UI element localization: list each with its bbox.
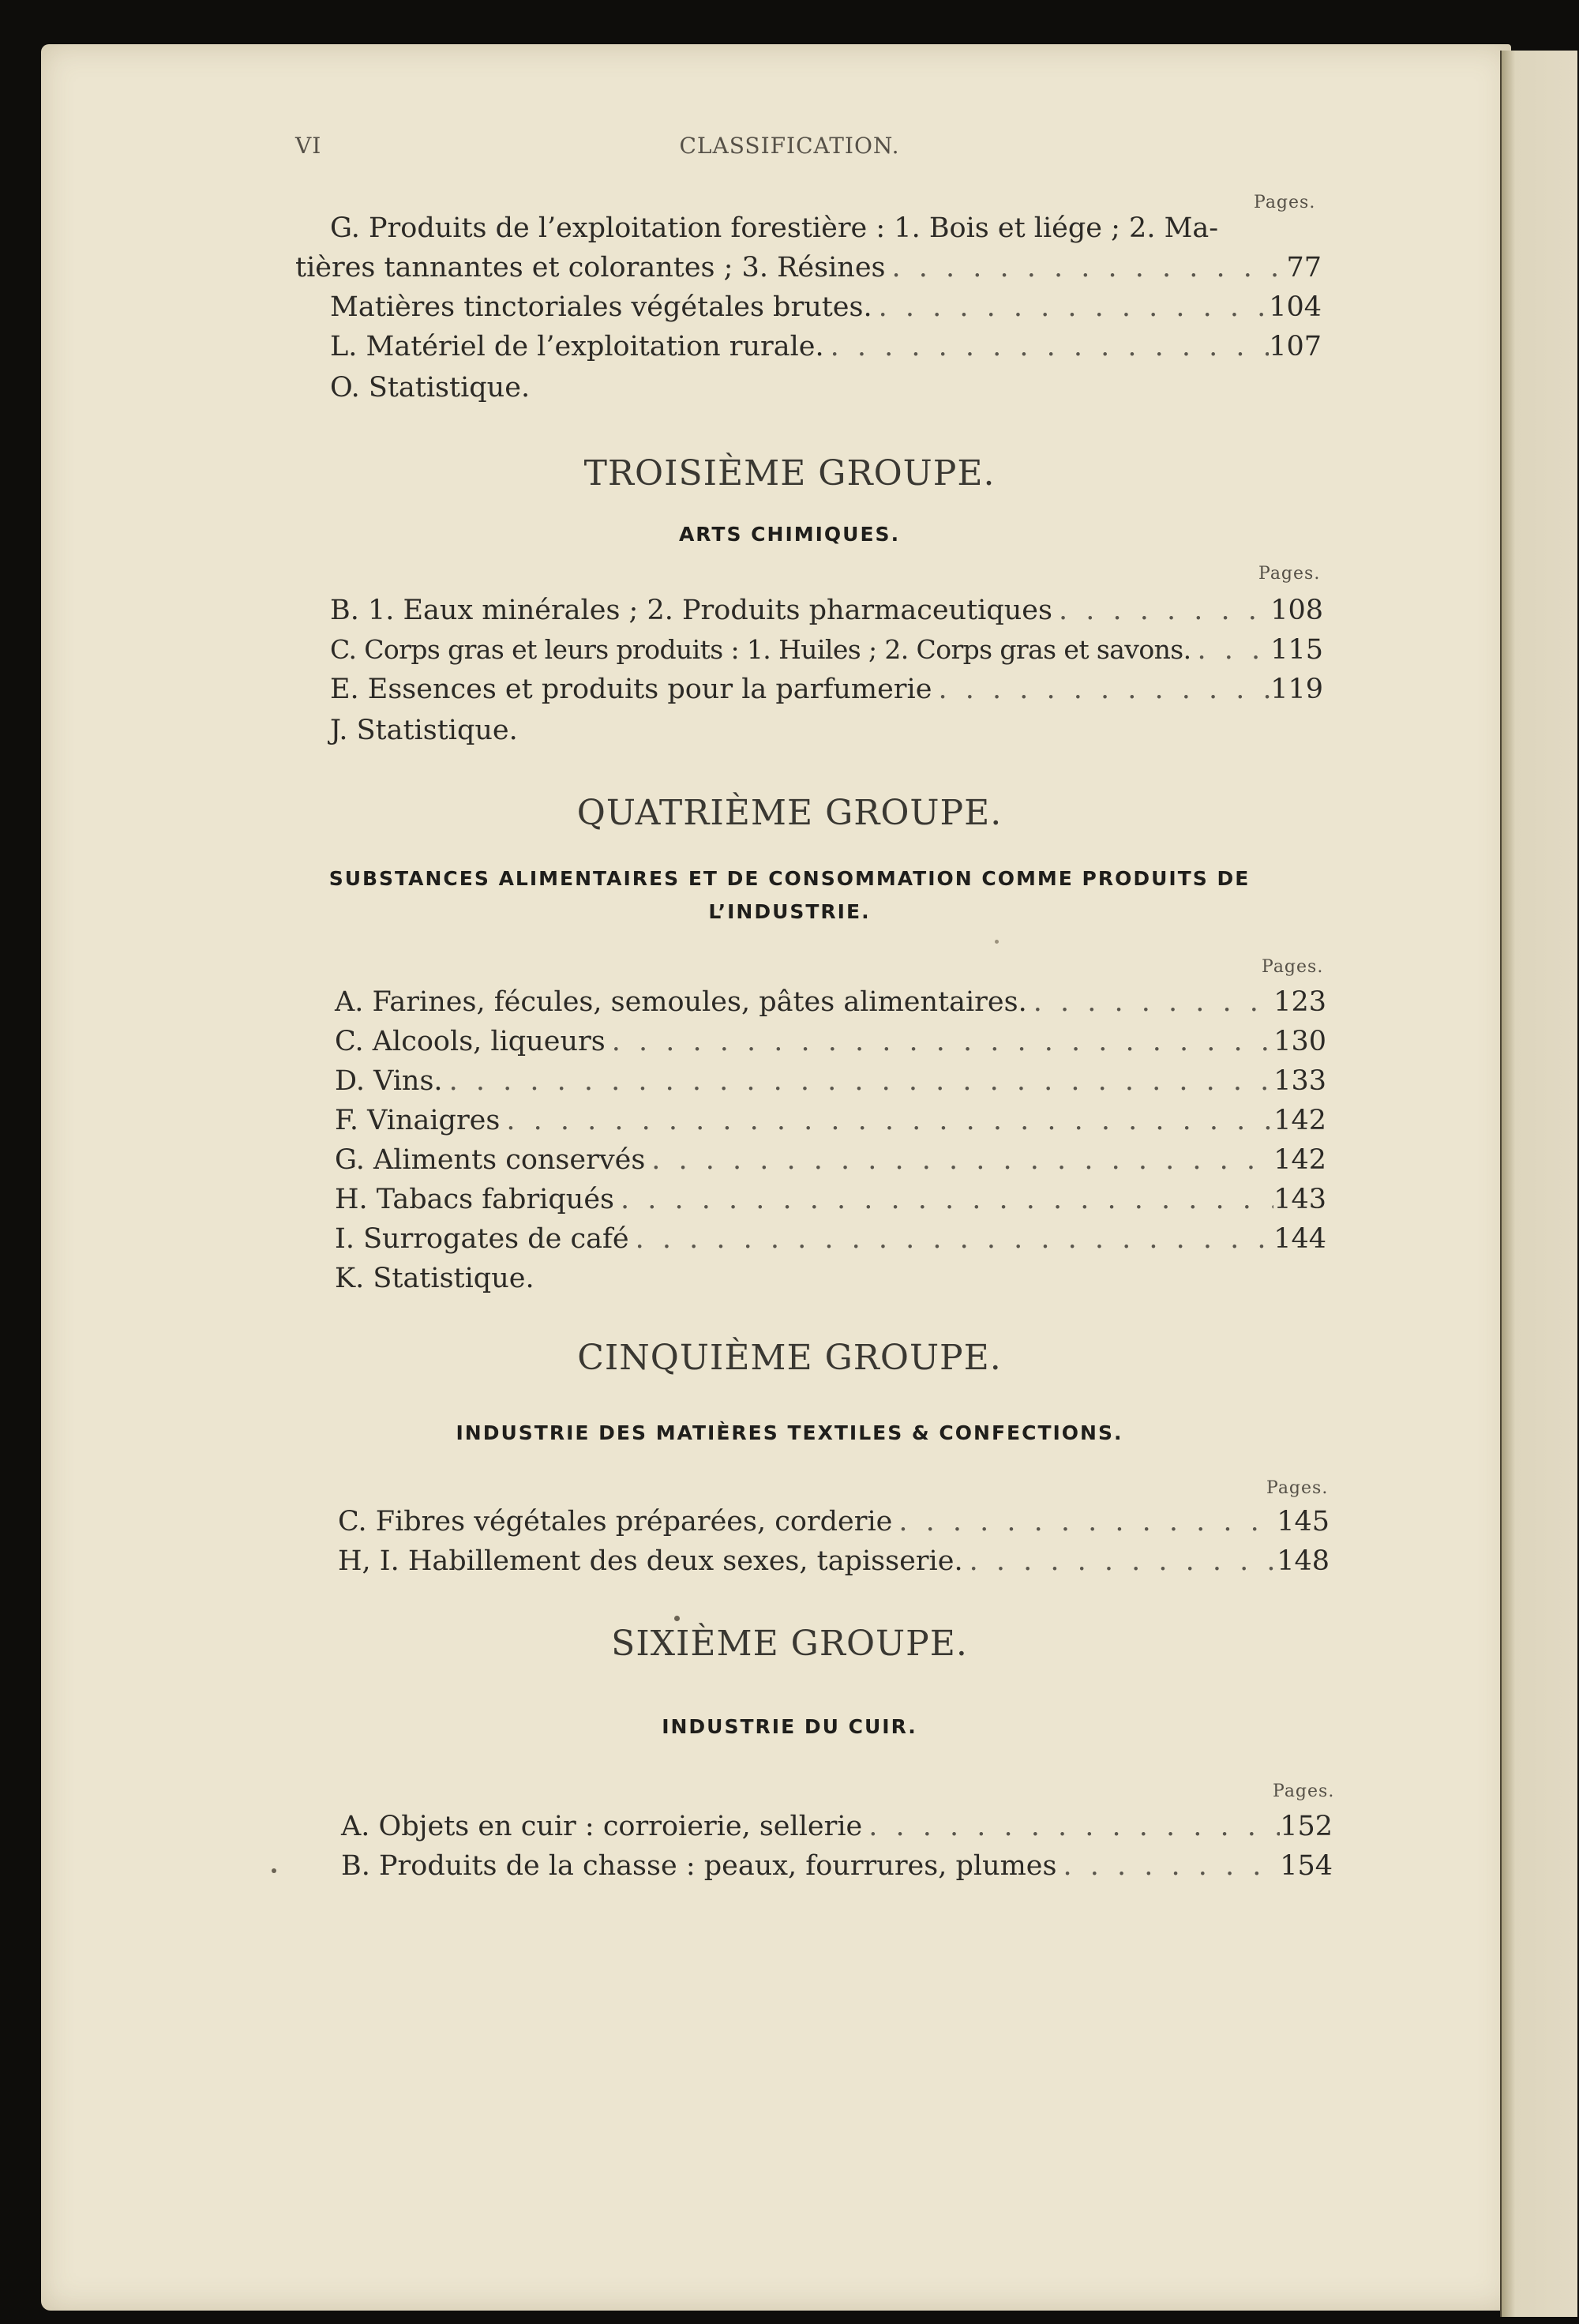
next-page-edge (1500, 51, 1577, 2317)
dot-leader (443, 1061, 1274, 1101)
dot-leader (1027, 982, 1273, 1022)
group-title: CINQUIÈME GROUPE. (577, 1338, 1002, 1378)
toc-entry (330, 670, 1323, 709)
page-folio: VI (295, 133, 322, 159)
entry-page-number: 77 (1286, 252, 1322, 283)
entry-label: C. Corps gras et leurs produits : 1. Huiles ; 2. Corps gras et savons. (330, 634, 1191, 665)
entry-page-number: 104 (1269, 291, 1322, 323)
toc-entry (335, 982, 1326, 1022)
entry-page-number: 142 (1273, 1105, 1326, 1136)
toc-entry (330, 630, 1323, 670)
pages-column-label: Pages. (1266, 1478, 1329, 1498)
toc-entry (330, 287, 1322, 327)
dot-leader (872, 287, 1270, 327)
entry-label: A. Objets en cuir : corroierie, sellerie (341, 1811, 863, 1842)
entry-page-number: 152 (1280, 1811, 1333, 1842)
dot-leader (606, 1022, 1274, 1061)
dot-leader (1052, 591, 1270, 630)
toc-entry (335, 1140, 1326, 1180)
entry-page-number: 130 (1273, 1026, 1326, 1057)
pages-column-label: Pages. (1258, 564, 1321, 584)
paper-speck (272, 1868, 276, 1873)
dot-leader (886, 248, 1277, 287)
entry-label: Matières tinctoriales végétales brutes. (330, 291, 872, 323)
pages-column-label: Pages. (1262, 957, 1324, 977)
entry-page-number: 148 (1277, 1545, 1330, 1577)
entry-page-number: 133 (1273, 1065, 1326, 1097)
running-head (0, 133, 1579, 164)
toc-entry (335, 1101, 1326, 1140)
entry-label: C. Alcools, liqueurs (335, 1026, 606, 1057)
entry-text-line: O. Statistique. (330, 372, 531, 404)
entry-page-number: 143 (1273, 1184, 1326, 1215)
entry-label: H. Tabacs fabriqués (335, 1184, 614, 1215)
toc-entry (335, 1061, 1326, 1101)
dot-leader (500, 1101, 1273, 1140)
entry-page-number: 154 (1280, 1850, 1333, 1882)
entry-text-line: K. Statistique. (335, 1263, 534, 1294)
entry-label: D. Vins. (335, 1065, 443, 1097)
toc-entry (330, 327, 1322, 366)
group-subtitle-line: L’INDUSTRIE. (708, 900, 871, 923)
entry-label: A. Farines, fécules, semoules, pâtes alimentaires. (335, 986, 1027, 1018)
running-title: CLASSIFICATION. (679, 133, 900, 159)
dot-leader (963, 1541, 1277, 1581)
entry-label: B. 1. Eaux minérales ; 2. Produits pharmaceutiques (330, 595, 1052, 626)
entry-text-line: G. Produits de l’exploitation forestière : 1. Bois et liége ; 2. Ma- (330, 212, 1219, 244)
entry-label: B. Produits de la chasse : peaux, fourrures, plumes (341, 1850, 1057, 1882)
group-title: SIXIÈME GROUPE. (611, 1624, 968, 1664)
entry-label: C. Fibres végétales préparées, corderie (338, 1506, 893, 1537)
toc-entry (330, 591, 1323, 630)
dot-leader (645, 1140, 1273, 1180)
toc-entry (338, 1502, 1330, 1541)
entry-label: tières tannantes et colorantes ; 3. Résines (295, 252, 886, 283)
dot-leader (614, 1180, 1273, 1219)
dot-leader (1191, 630, 1270, 670)
pages-column-label: Pages. (1273, 1781, 1335, 1801)
dot-leader (892, 1502, 1277, 1541)
pages-column-label: Pages. (1254, 193, 1316, 212)
toc-entry (335, 1219, 1326, 1259)
toc-entry (295, 248, 1322, 287)
entry-page-number: 107 (1269, 331, 1322, 362)
entry-page-number: 145 (1277, 1506, 1330, 1537)
group-subtitle (0, 862, 1579, 929)
toc-entry (341, 1807, 1333, 1846)
group-subtitle: INDUSTRIE DU CUIR. (662, 1715, 917, 1738)
group-subtitle-line: SUBSTANCES ALIMENTAIRES ET DE CONSOMMATION COMME PRODUITS DE (328, 867, 1251, 890)
dot-leader (862, 1807, 1280, 1846)
group-subtitle: ARTS CHIMIQUES. (678, 523, 901, 546)
entry-page-number: 119 (1270, 674, 1323, 705)
toc-entry (341, 1846, 1333, 1886)
entry-label: I. Surrogates de café (335, 1223, 629, 1255)
toc-entry (335, 1022, 1326, 1061)
entry-label: H, I. Habillement des deux sexes, tapisserie. (338, 1545, 963, 1577)
dot-leader (629, 1219, 1274, 1259)
entry-page-number: 123 (1273, 986, 1326, 1018)
entry-label: G. Aliments conservés (335, 1144, 646, 1176)
dot-leader (824, 327, 1270, 366)
paper-speck (995, 940, 999, 944)
dot-leader (1056, 1846, 1280, 1886)
entry-label: F. Vinaigres (335, 1105, 501, 1136)
group-subtitle: INDUSTRIE DES MATIÈRES TEXTILES & CONFECTIONS. (456, 1421, 1123, 1444)
entry-page-number: 142 (1273, 1144, 1326, 1176)
group-title: QUATRIÈME GROUPE. (576, 793, 1003, 833)
entry-page-number: 144 (1273, 1223, 1326, 1255)
toc-entry (338, 1541, 1330, 1581)
entry-page-number: 115 (1270, 634, 1323, 666)
toc-entry (335, 1180, 1326, 1219)
entry-page-number: 108 (1270, 595, 1323, 626)
entry-label: L. Matériel de l’exploitation rurale. (330, 331, 824, 362)
entry-text-line: J. Statistique. (330, 715, 518, 746)
paper-speck (674, 1616, 680, 1621)
group-title: TROISIÈME GROUPE. (583, 453, 996, 494)
entry-label: E. Essences et produits pour la parfumerie (330, 674, 932, 705)
dot-leader (932, 670, 1270, 709)
